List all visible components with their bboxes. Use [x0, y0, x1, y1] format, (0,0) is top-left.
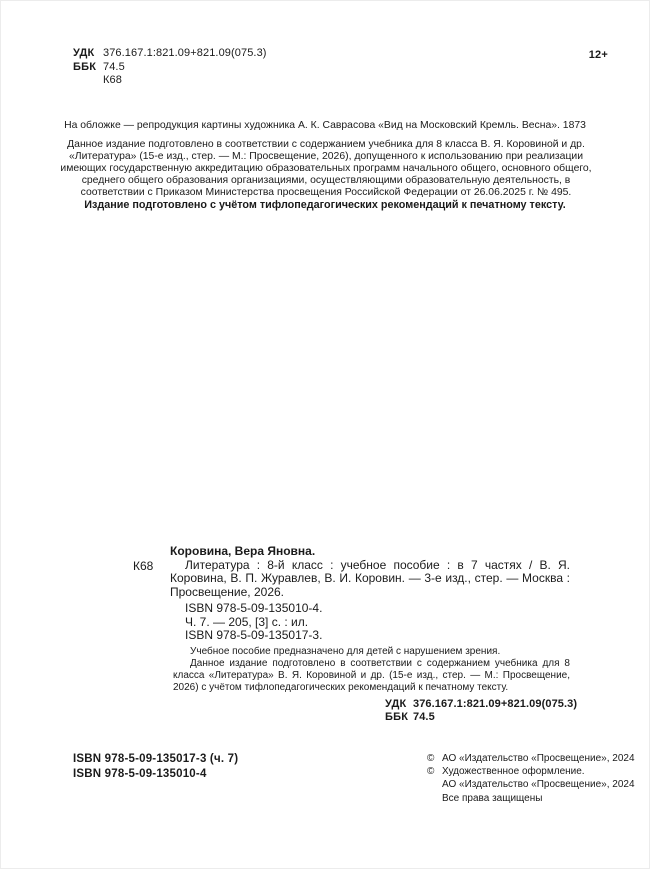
copyright-line	[427, 752, 635, 765]
typhlo-note: Издание подготовлено с учётом тифлопедагогических рекомендаций к печатному тексту.	[84, 199, 566, 211]
bibliographic-record	[133, 544, 578, 724]
bib-udk-value: 376.167.1:821.09+821.09(075.3)	[413, 697, 578, 710]
top-classification-codes	[73, 47, 267, 88]
copyright-line	[427, 765, 594, 778]
footer-isbn-block	[73, 752, 238, 782]
bib-author: Коровина, Вера Яновна.	[170, 544, 316, 558]
bib-bbk-label: ББК	[385, 710, 409, 723]
edition-note: Данное издание подготовлено в соответствии с содержанием учебника для 8 класса В. Я. Коровиной и др. «Литература» (15-е изд., стер. — М.: Просвещение, 2026), допущенного к использованию при реализации имеющих государственную аккредитацию образовательных программ начального общего, основного общего, среднего общего образования организациями, осуществляющими образовательную деятельность, в соответствии с Приказом Министерства просвещения Российской Федерации от 26.06.2025 г. № 495.	[60, 139, 592, 198]
age-rating-badge: 12+	[588, 49, 608, 61]
bib-classification-codes	[133, 697, 578, 724]
udk-label: УДК	[73, 47, 95, 59]
bib-note-vision: Учебное пособие предназначено для детей с нарушением зрения.	[190, 645, 501, 657]
copyright-text: Художественное оформление.	[442, 766, 585, 778]
book-code: К68	[103, 74, 122, 86]
copyright-text: АО «Издательство «Просвещение», 2024	[442, 779, 635, 791]
copyright-text: АО «Издательство «Просвещение», 2024	[442, 753, 635, 764]
bib-bbk-row	[385, 711, 570, 724]
book-code-row	[73, 74, 267, 88]
footer-copyright-block	[427, 752, 635, 805]
bbk-row	[73, 61, 267, 75]
bib-code: К68	[133, 559, 154, 573]
bib-note-edition: Данное издание подготовлено в соответствии с содержанием учебника для 8 класса «Литература» В. Я. Коровиной и др. (15-е изд., стер. — М.: Просвещение, 2026) с учётом тифлопедагогических рекомендаций к печатному тексту.	[173, 657, 570, 693]
copyright-icon: ©	[427, 766, 435, 778]
udk-value: 376.167.1:821.09+821.09(075.3)	[103, 47, 267, 59]
bib-notes	[133, 646, 570, 694]
cover-note: На обложке — репродукция картины художника А. К. Саврасова «Вид на Московский Кремль. Весна». 1873	[64, 120, 586, 131]
copyright-line	[427, 792, 594, 805]
copyright-line	[427, 778, 635, 791]
bib-isbn-part: ISBN 978-5-09-135017-3.	[185, 627, 323, 642]
footer-isbn-set: ISBN 978-5-09-135010-4	[73, 767, 207, 780]
bib-record	[133, 545, 570, 599]
bib-part-line: Ч. 7. — 205, [3] с. : ил.	[185, 614, 309, 629]
udk-row	[73, 47, 267, 61]
bbk-label: ББК	[73, 60, 97, 73]
copyright-mark-spacer	[427, 792, 442, 805]
bib-udk-label: УДК	[385, 697, 407, 710]
bib-udk-row	[385, 697, 578, 711]
copyright-text: Все права защищены	[442, 792, 543, 804]
bbk-value: 74.5	[103, 60, 125, 73]
footer-isbn-part: ISBN 978-5-09-135017-3 (ч. 7)	[73, 753, 239, 765]
bib-isbn-set: ISBN 978-5-09-135010-4.	[185, 601, 323, 616]
bib-description: Литература : 8-й класс : учебное пособие : в 7 частях / В. Я. Коровина, В. П. Журавлев, В. И. Коровин. — 3-е изд., стер. — Москва : Просвещение, 2026.	[170, 557, 570, 599]
bib-isbn-group	[133, 602, 570, 642]
copyright-mark-spacer	[427, 778, 442, 791]
copyright-icon: ©	[427, 753, 435, 764]
bib-bbk-value: 74.5	[413, 710, 435, 723]
